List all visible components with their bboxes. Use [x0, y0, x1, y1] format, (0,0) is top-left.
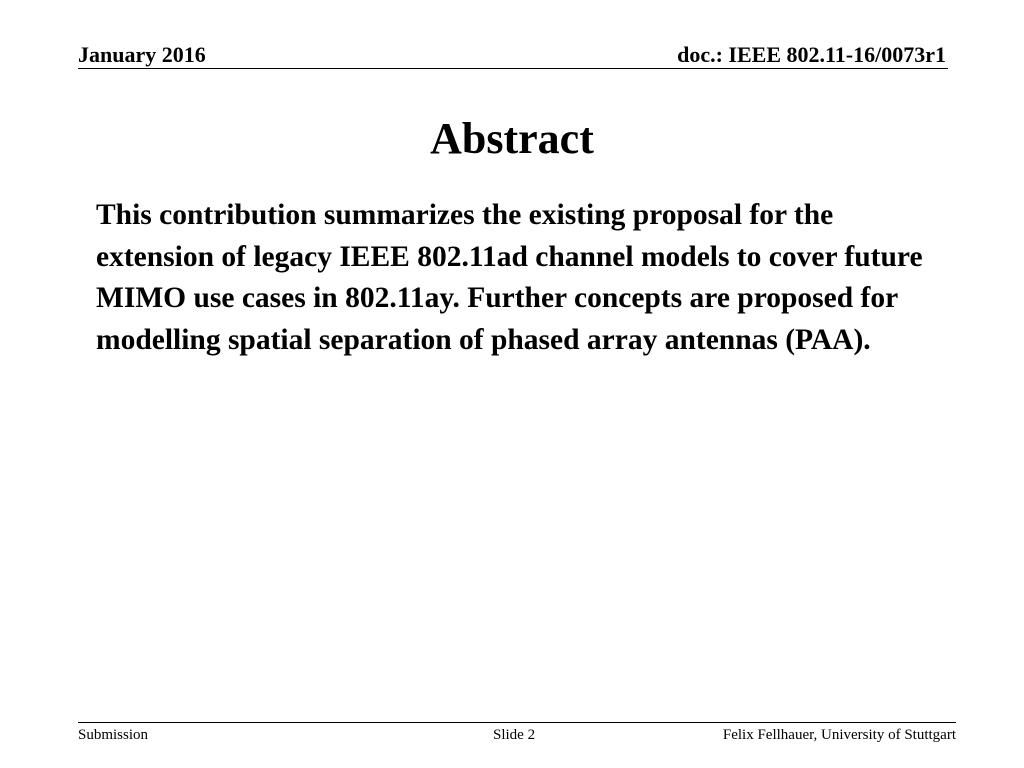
slide-title: Abstract [430, 114, 594, 163]
header-doc-id: doc.: IEEE 802.11-16/0073r1 [677, 42, 946, 67]
footer-submission: Submission [78, 727, 149, 743]
header-divider [78, 68, 948, 69]
header-date: January 2016 [78, 42, 206, 67]
abstract-body: This contribution summarizes the existing proposal for the extension of legacy IEEE 802.11ad channel models to cover future MIMO use cases in 802.11ay. Further concepts are proposed for modelling spatial separation of phased array antennas (PAA). [96, 199, 923, 356]
footer-divider [78, 722, 956, 723]
footer-author: Felix Fellhauer, University of Stuttgart [722, 727, 956, 743]
footer-slide-number: Slide 2 [493, 727, 536, 743]
